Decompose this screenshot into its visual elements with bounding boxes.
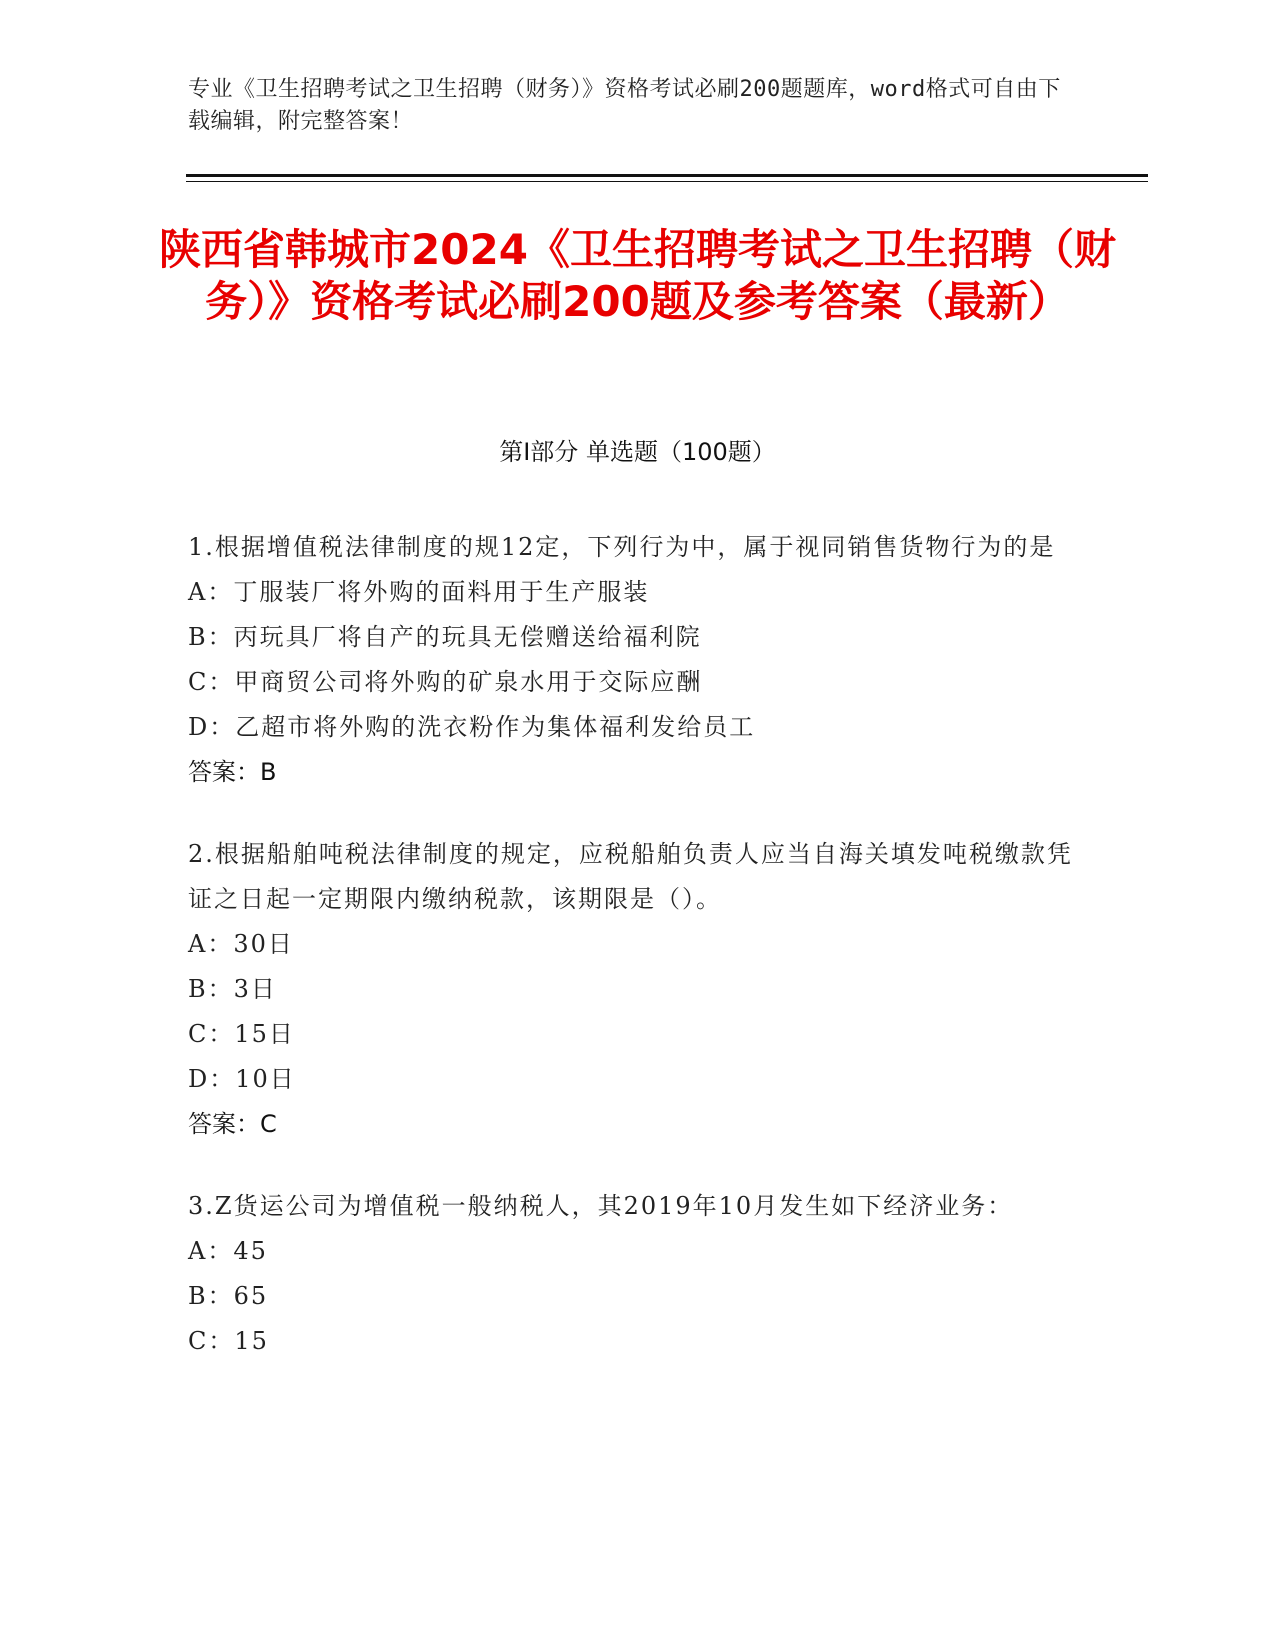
header-rule-thin <box>186 181 1148 182</box>
question-stem: 2.根据船舶吨税法律制度的规定，应税船舶负责人应当自海关填发吨税缴款凭证之日起一定期限内缴纳税款，该期限是（）。 <box>188 840 1073 913</box>
answer: 答案：C <box>188 1110 277 1138</box>
option-b: B：3日 <box>188 975 277 1003</box>
option-b: B：丙玩具厂将自产的玩具无偿赠送给福利院 <box>188 623 702 651</box>
option-a: A：45 <box>188 1237 268 1265</box>
question-stem: 3.Z货运公司为增值税一般纳税人，其2019年10月发生如下经济业务： <box>188 1192 1014 1220</box>
option-c: C：15 <box>188 1327 269 1355</box>
question-3 <box>188 1184 1078 1364</box>
option-a: A：30日 <box>188 930 294 958</box>
document-title: 陕西省韩城市2024《卫生招聘考试之卫生招聘（财务）》资格考试必刷200题及参考答案（最新） <box>159 225 1116 326</box>
header-note: 专业《卫生招聘考试之卫生招聘（财务）》资格考试必刷200题题库，word格式可自由下载编辑，附完整答案！ <box>188 77 1061 134</box>
option-a: A：丁服装厂将外购的面料用于生产服装 <box>188 578 650 606</box>
question-stem: 1.根据增值税法律制度的规12定，下列行为中，属于视同销售货物行为的是 <box>188 533 1056 561</box>
question-2 <box>188 832 1078 1147</box>
answer: 答案：B <box>188 758 277 786</box>
header-rule-thick <box>186 174 1148 177</box>
section-title: 第Ⅰ部分 单选题（100题） <box>499 438 776 466</box>
option-d: D：乙超市将外购的洗衣粉作为集体福利发给员工 <box>188 713 756 741</box>
question-1 <box>188 525 1078 795</box>
option-c: C：甲商贸公司将外购的矿泉水用于交际应酬 <box>188 668 703 696</box>
option-c: C：15日 <box>188 1020 295 1048</box>
question-list <box>188 525 1078 1401</box>
option-d: D：10日 <box>188 1065 296 1093</box>
option-b: B：65 <box>188 1282 269 1310</box>
